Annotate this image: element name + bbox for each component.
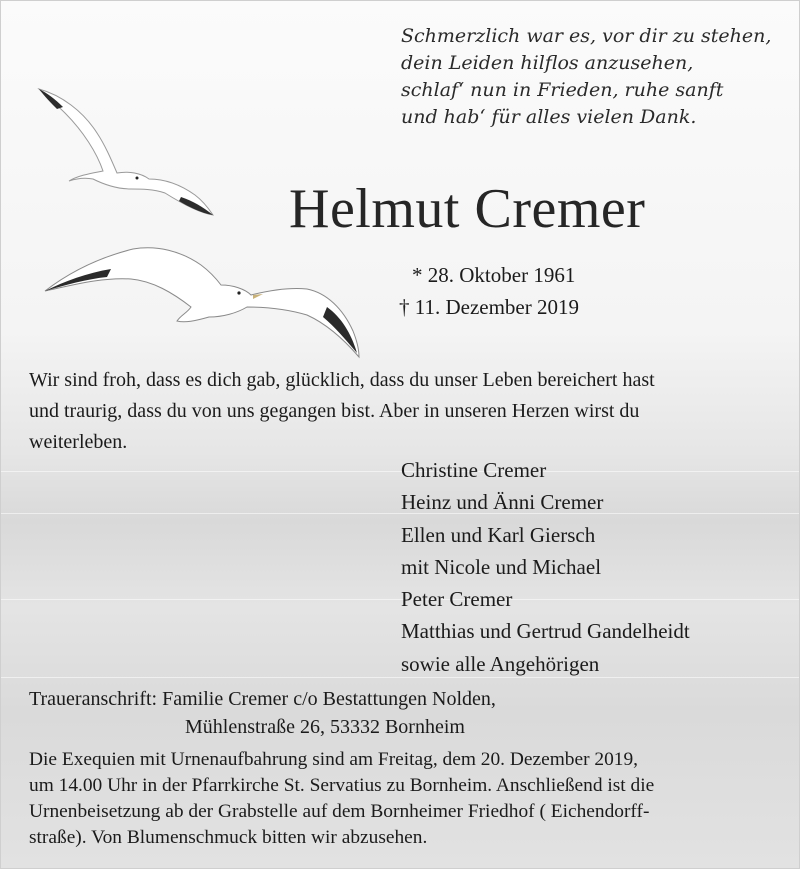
mourner: Heinz und Änni Cremer bbox=[401, 490, 604, 515]
address-line: Traueranschrift: Familie Cremer c/o Bestattungen Nolden, bbox=[29, 688, 496, 710]
mourner: Christine Cremer bbox=[401, 458, 547, 482]
poem-line: dein Leiden hilflos anzusehen, bbox=[401, 52, 694, 74]
intro-line-text: Wir sind froh, dass es dich gab, glücklich, dass du unser Leben bereichert hast bbox=[29, 369, 655, 391]
funeral-line-text: Urnenbeisetzung ab der Grabstelle auf dem Bornheimer Friedhof ( Eichendorff- bbox=[29, 801, 650, 822]
mourner: Peter Cremer bbox=[401, 587, 513, 612]
mourners-list bbox=[401, 454, 690, 680]
poem-line: schlaf‘ nun in Frieden, ruhe sanft bbox=[401, 79, 724, 101]
life-dates bbox=[399, 259, 579, 323]
seagull-icon bbox=[45, 248, 359, 357]
mourner: Matthias und Gertrud Gandelheidt bbox=[401, 619, 690, 644]
address-line: Mühlenstraße 26, 53332 Bornheim bbox=[185, 716, 465, 738]
funeral-line bbox=[29, 773, 791, 799]
intro-line: weiterleben. bbox=[29, 431, 128, 453]
funeral-details bbox=[29, 747, 791, 851]
mourner: Ellen und Karl Giersch bbox=[401, 522, 596, 547]
deceased-name: Helmut Cremer bbox=[289, 178, 646, 240]
mourner: sowie alle Angehörigen bbox=[401, 651, 600, 676]
poem-line: Schmerzlich war es, vor dir zu stehen, bbox=[401, 25, 772, 47]
intro-text bbox=[29, 365, 789, 458]
poem-line: und hab‘ für alles vielen Dank. bbox=[401, 106, 697, 128]
birth-date: * 28. Oktober 1961 bbox=[412, 263, 576, 287]
intro-line-text: und traurig, dass du von uns gegangen bist. Aber in unseren Herzen wirst du bbox=[29, 400, 640, 422]
poem bbox=[401, 23, 791, 131]
seagull-icon bbox=[39, 89, 213, 215]
intro-line bbox=[29, 365, 789, 396]
funeral-line bbox=[29, 799, 791, 825]
funeral-line-text: straße). Von Blumenschmuck bitten wir abzusehen. bbox=[29, 827, 428, 848]
mourner: mit Nicole und Michael bbox=[401, 554, 602, 579]
funeral-line-text: um 14.00 Uhr in der Pfarrkirche St. Servatius zu Bornheim. Anschließend ist die bbox=[29, 775, 655, 796]
funeral-line-text: Die Exequien mit Urnenaufbahrung sind am Freitag, dem 20. Dezember 2019, bbox=[29, 749, 639, 770]
mourning-address bbox=[29, 685, 496, 741]
funeral-line bbox=[29, 825, 791, 851]
funeral-line bbox=[29, 747, 791, 773]
intro-line bbox=[29, 396, 789, 427]
death-date: † 11. Dezember 2019 bbox=[399, 295, 579, 319]
